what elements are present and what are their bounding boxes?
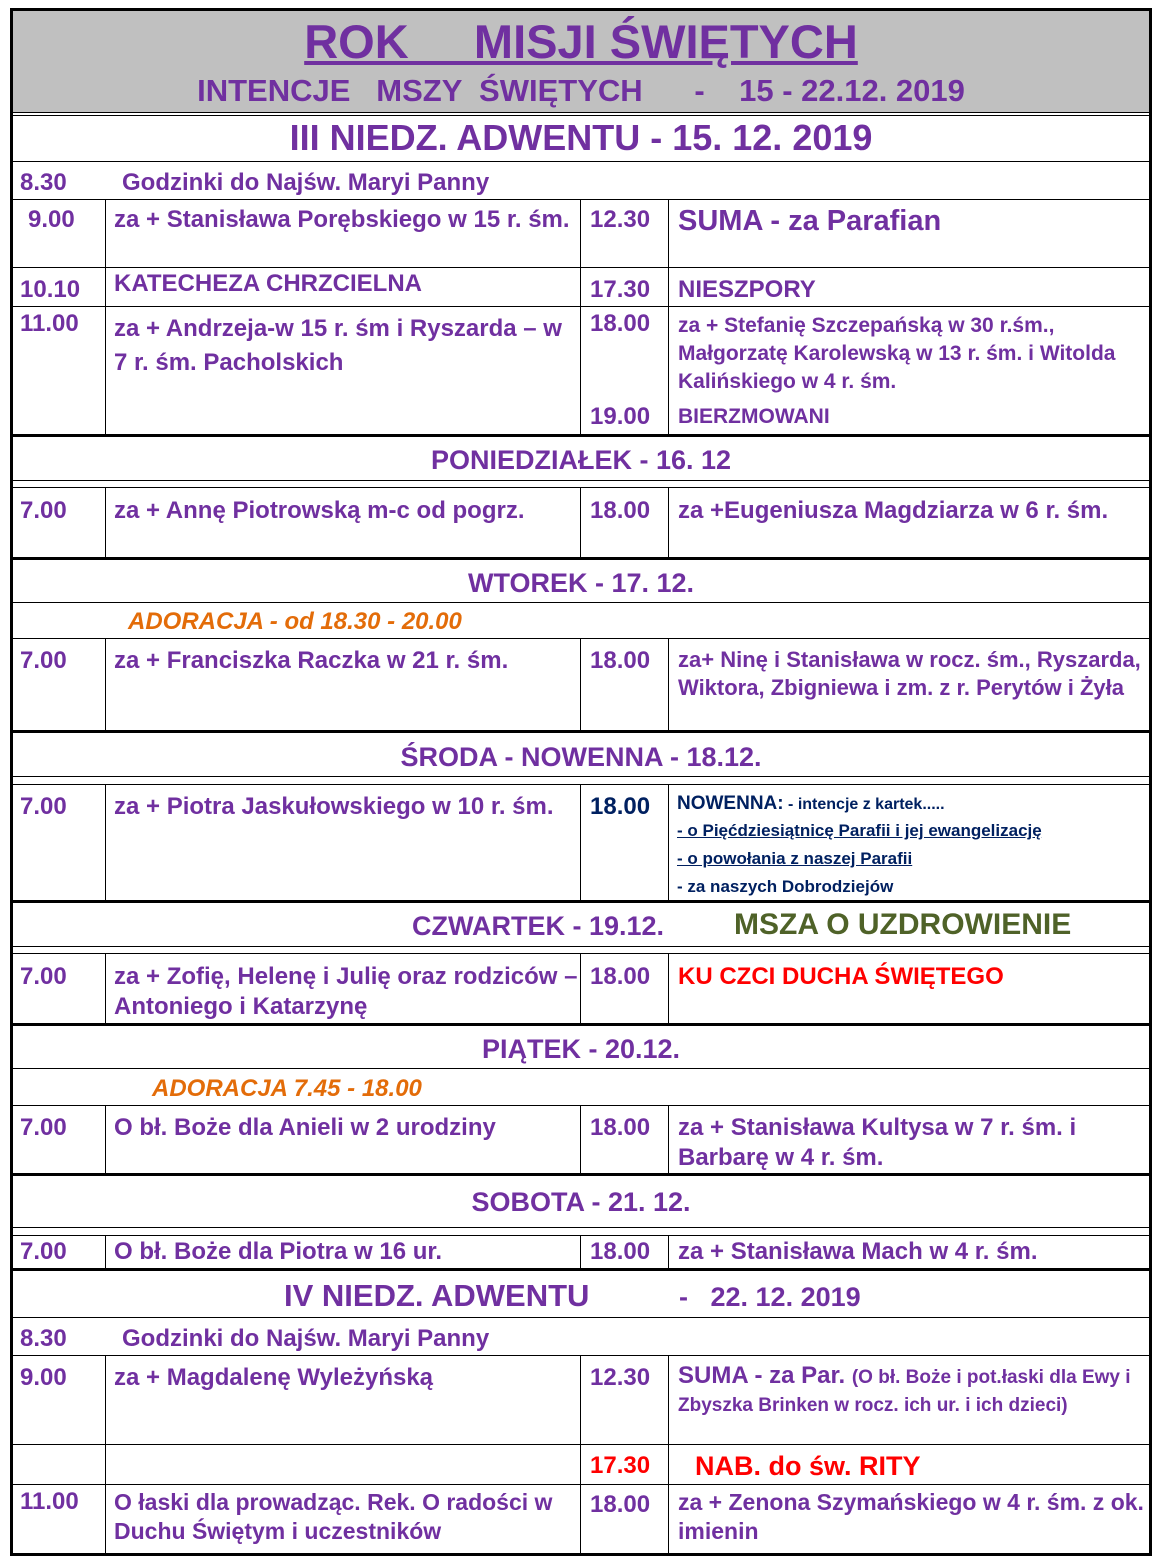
intention: SUMA - za Parafian — [678, 205, 942, 237]
intention: NAB. do św. RITY — [695, 1451, 921, 1481]
novena-item — [677, 818, 1042, 844]
page-title: ROK MISJI ŚWIĘTYCH — [304, 15, 858, 68]
intention: za + Stanisława Porębskiego w 15 r. śm. — [114, 206, 570, 233]
divider — [10, 602, 1152, 603]
divider — [10, 1317, 1152, 1318]
novena-label: NOWENNA: — [677, 793, 784, 814]
novena-item-text: - o Pięćdziesiątnicę Parafii i jej ewangelizację — [677, 821, 1042, 840]
divider — [10, 1444, 1152, 1445]
column-divider — [580, 784, 581, 900]
divider — [10, 557, 1152, 560]
divider — [10, 784, 1152, 785]
column-divider — [580, 199, 581, 434]
time: 7.00 — [20, 497, 67, 524]
divider — [10, 480, 1152, 481]
column-divider — [580, 638, 581, 730]
novena-item-text: - o powołania z naszej Parafii — [677, 849, 913, 868]
time: 9.00 — [28, 206, 75, 233]
divider — [10, 776, 1152, 777]
day-heading-saturday: SOBOTA - 21. 12. — [471, 1187, 691, 1217]
time: 11.00 — [20, 1488, 79, 1515]
intention: za + Piotra Jaskułowskiego w 10 r. śm. — [114, 793, 554, 820]
time: 7.00 — [20, 1114, 67, 1141]
time: 8.30 — [20, 169, 67, 196]
intention: Godzinki do Najśw. Maryi Panny — [122, 169, 490, 196]
divider — [10, 638, 1152, 639]
divider — [10, 1268, 1152, 1271]
time: 11.00 — [20, 310, 79, 337]
column-divider — [105, 1105, 106, 1173]
intention: Godzinki do Najśw. Maryi Panny — [122, 1325, 490, 1352]
healing-mass-label: MSZA O UZDROWIENIE — [734, 908, 1072, 941]
time: 19.00 — [590, 403, 651, 430]
day-heading-wednesday: ŚRODA - NOWENNA - 18.12. — [400, 742, 762, 772]
intention: O bł. Boże dla Anieli w 2 urodziny — [114, 1114, 496, 1141]
intention: za + Magdalenę Wyleżyńską — [114, 1364, 434, 1391]
day-heading-sunday-1: III NIEDZ. ADWENTU - 15. 12. 2019 — [289, 117, 873, 158]
day-heading-sunday-2: IV NIEDZ. ADWENTU — [284, 1278, 590, 1313]
column-divider — [105, 1235, 106, 1268]
divider — [10, 1355, 1152, 1356]
divider — [10, 730, 1152, 733]
time: 7.00 — [20, 1238, 67, 1265]
intention: za + Zenona Szymańskiego w 4 r. śm. z ok. imienin — [678, 1489, 1144, 1544]
column-divider — [105, 784, 106, 900]
column-divider — [105, 1355, 106, 1555]
time: 7.00 — [20, 963, 67, 990]
time: 7.00 — [20, 793, 67, 820]
novena-intro — [677, 790, 945, 818]
novena-intro-text: - intencje z kartek..... — [783, 796, 945, 813]
intention: BIERZMOWANI — [678, 405, 830, 428]
time: 18.00 — [590, 497, 651, 524]
column-divider — [668, 487, 669, 557]
page-subtitle: INTENCJE MSZY ŚWIĘTYCH - 15 - 22.12. 2019 — [197, 73, 965, 108]
divider — [10, 953, 1152, 954]
time: 9.00 — [20, 1364, 67, 1391]
time: 18.00 — [590, 310, 651, 337]
time: 18.00 — [590, 647, 651, 674]
day-heading-thursday: CZWARTEK - 19.12. — [412, 911, 665, 941]
day-heading-monday: PONIEDZIAŁEK - 16. 12 — [430, 445, 732, 475]
column-divider — [668, 953, 669, 1023]
column-divider — [668, 199, 669, 434]
adoration-note: ADORACJA 7.45 - 18.00 — [152, 1075, 422, 1102]
time: 18.00 — [590, 1491, 651, 1518]
divider — [10, 1227, 1152, 1228]
column-divider — [668, 638, 669, 730]
intention: O bł. Boże dla Piotra w 16 ur. — [114, 1238, 443, 1265]
divider — [10, 946, 1152, 947]
intention-main: SUMA - za Par. — [678, 1362, 846, 1389]
time: 12.30 — [590, 206, 651, 233]
column-divider — [105, 638, 106, 730]
column-divider — [580, 1355, 581, 1555]
divider — [10, 1173, 1152, 1176]
novena-item: - za naszych Dobrodziejów — [677, 877, 894, 896]
column-divider — [105, 487, 106, 557]
divider — [10, 306, 1152, 307]
intention: za + Franciszka Raczka w 21 r. śm. — [114, 647, 509, 674]
column-divider — [580, 1105, 581, 1173]
divider — [10, 161, 1152, 162]
column-divider — [668, 1235, 669, 1268]
intention: O łaski dla prowadząc. Rek. O radości w Duchu Świętym i uczestników — [114, 1489, 553, 1544]
column-divider — [668, 784, 669, 900]
time: 18.00 — [590, 793, 651, 820]
divider — [10, 487, 1152, 488]
intention: za+ Ninę i Stanisława w rocz. śm., Ryszarda, Wiktora, Zbigniewa i zm. z r. Perytów i Żyła — [678, 647, 1141, 700]
divider — [10, 1023, 1152, 1026]
divider — [10, 1068, 1152, 1069]
column-divider — [580, 487, 581, 557]
column-divider — [668, 1105, 669, 1173]
novena-item — [677, 846, 912, 872]
time: 17.30 — [590, 1452, 651, 1479]
intention: za + Stanisława Kultysa w 7 r. śm. i Barbarę w 4 r. śm. — [678, 1114, 1077, 1171]
time: 7.00 — [20, 647, 67, 674]
time: 18.00 — [590, 963, 651, 990]
day-heading-tuesday: WTOREK - 17. 12. — [467, 568, 695, 598]
intention: za + Zofię, Helenę i Julię oraz rodziców – Antoniego i Katarzynę — [114, 963, 578, 1020]
intention: za + Stefanię Szczepańską w 30 r.śm., Małgorzatę Karolewską w 13 r. śm. i Witolda Kalińskiego w 4 r. śm. — [678, 314, 1116, 393]
intention: NIESZPORY — [678, 276, 816, 303]
column-divider — [580, 1235, 581, 1268]
time: 12.30 — [590, 1364, 651, 1391]
intention: za +Eugeniusza Magdziarza w 6 r. śm. — [678, 497, 1109, 524]
column-divider — [580, 953, 581, 1023]
time: 8.30 — [20, 1325, 67, 1352]
column-divider — [105, 199, 106, 434]
intention-detail: (O bł. Boże i pot.łaski dla Ewy i Zbyszka Brinken w rocz. ich ur. i ich dzieci) — [678, 1367, 1131, 1416]
column-divider — [105, 953, 106, 1023]
divider — [10, 1484, 1152, 1485]
divider — [10, 199, 1152, 200]
divider — [10, 1235, 1152, 1236]
divider — [10, 434, 1152, 437]
time: 17.30 — [590, 276, 651, 303]
intention: za + Stanisława Mach w 4 r. śm. — [678, 1238, 1038, 1265]
intention: za + Andrzeja-w 15 r. śm i Ryszarda – w 7 r. śm. Pacholskich — [114, 315, 562, 376]
divider — [10, 1105, 1152, 1106]
divider — [10, 267, 1152, 268]
time: 18.00 — [590, 1114, 651, 1141]
day-heading-sunday-2-date: - 22. 12. 2019 — [679, 1282, 861, 1312]
time: 18.00 — [590, 1238, 651, 1265]
day-heading-friday: PIĄTEK - 20.12. — [481, 1034, 681, 1064]
time: 10.10 — [20, 276, 81, 303]
adoration-note: ADORACJA - od 18.30 - 20.00 — [128, 608, 462, 635]
intention: KU CZCI DUCHA ŚWIĘTEGO — [678, 963, 1004, 990]
intention — [678, 1363, 1148, 1419]
intention: za + Annę Piotrowską m-c od pogrz. — [114, 497, 525, 524]
column-divider — [668, 1355, 669, 1555]
intention: KATECHEZA CHRZCIELNA — [114, 270, 422, 297]
divider — [10, 900, 1152, 903]
